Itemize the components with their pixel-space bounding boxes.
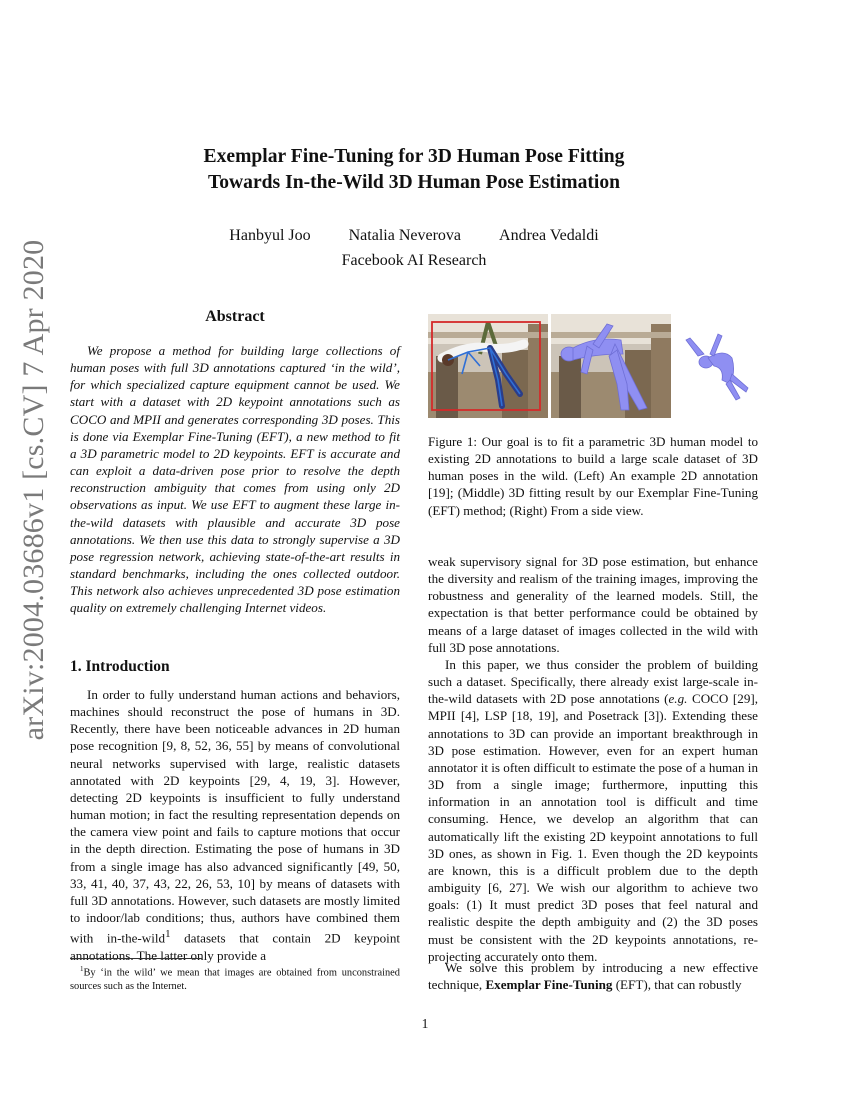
title-line-1: Exemplar Fine-Tuning for 3D Human Pose Fitting — [203, 146, 625, 167]
affiliation: Facebook AI Research — [341, 252, 487, 269]
annotation-image — [428, 314, 548, 418]
right-text-italic: e.g. — [668, 691, 688, 707]
abstract-heading: Abstract — [205, 308, 265, 325]
right-text-cont: (EFT), that can robustly — [612, 977, 742, 993]
figure-panel-side-view — [678, 314, 758, 418]
right-text-bold: Exemplar Fine-Tuning — [485, 977, 613, 993]
fitting-image — [551, 314, 671, 418]
right-text-cont: COCO [29], MPII [4], LSP [18, 19], and Posetrack [3]). Extending these annotations to 3D can provide an important breakthrough in 3D pose estimation. However, even for an expert human annotator it is often difficult to estimate the pose of a human in 3D from a single image; furthermore, inputting this information in an annotation tool is difficult and time consuming. Hence, we develop an algorithm that can automatically lift the existing 2D keypoint annotations to full 3D ones, as shown in Fig. 1. Even though the 2D keypoints are known, this is a difficult problem due to the depth ambiguity [6, 27]. We wish our algorithm to achieve two goals: (1) It must predict 3D poses that feel natural and realistic despite the depth ambiguity and (2) the 3D poses must be consistent with the 2D keypoints annotations, re-projecting accurately onto them. — [428, 691, 759, 964]
intro-text-cont: datasets that contain 2D keypoint annotations. The latter only provide a — [70, 930, 400, 963]
footnote — [70, 963, 400, 993]
intro-paragraph — [70, 686, 400, 964]
intro-text: In order to fully understand human actions and behaviors, machines should reconstruct the pose of humans in 3D. Recently, there have been noticeable advances in 2D human pose recognition [9, 8, 52, 36, 55] by means of convolutional neural networks supervised with large, realistic datasets annotated with 2D keypoints [29, 4, 19, 3]. However, detecting 2D keypoints is insufficient to fully understand human motion; in fact the resulting representation depends on the camera view point and fails to capture motions that occur in the depth direction. Estimating the pose of humans in 3D from a single image has also advanced significantly [49, 50, 33, 41, 40, 37, 43, 22, 26, 53, 10] by means of datasets with full 3D annotations. However, such datasets are mostly limited to indoor/lab conditions; thus, authors have combined them with in-the-wild — [70, 687, 400, 946]
paper-title — [150, 144, 678, 196]
author-list — [150, 225, 678, 247]
right-paragraph — [428, 959, 758, 993]
footnote-text: By ‘in the wild’ we mean that images are obtained from unconstrained sources such as the Internet. — [70, 967, 400, 992]
author-name: Hanbyul Joo — [229, 227, 311, 244]
page-number: 1 — [421, 1016, 429, 1031]
right-text: We solve this problem by introducing a new effective technique, — [428, 960, 758, 993]
author-name: Andrea Vedaldi — [499, 227, 599, 244]
abstract-text: We propose a method for building large collections of human poses with full 3D annotations captured ‘in the wild’, for which specialized capture equipment cannot be used. We start with a dataset with 2D keypoint annotations such as COCO and MPII and generates corresponding 3D poses. This is done via Exemplar Fine-Tuning (EFT), a new method to fit a 3D parametric model to 2D keypoints. EFT is accurate and can exploit a data-driven pose prior to resolve the depth reconstruction ambiguity that comes from using only 2D observations as input. We use EFT to augment these large in-the-wild datasets with plausible and accurate 3D pose annotations. We then use this data to strongly supervise a 3D pose regression network, achieving state-of-the-art results in standard benchmarks, including the ones collected outdoor. This network also achieves unprecedented 3D pose estimation quality on extremely challenging Internet videos. — [70, 343, 400, 616]
footnote-mark: 1 — [80, 965, 84, 973]
side-view-image — [678, 314, 758, 418]
right-paragraph: weak supervisory signal for 3D pose estimation, but enhance the diversity and realism of the training images, improving the robustness and generality of the learned models. Still, the expectation is that better performance could be obtained by means of a large dataset of images collected in the wild with full 3D pose annotations. — [428, 554, 758, 655]
figure-panel-fitting — [551, 314, 671, 418]
footnote-rule — [70, 958, 202, 959]
figure-1 — [428, 314, 758, 418]
right-text: In this paper, we thus consider the problem of building such a dataset. Specifically, there already exist large-scale in-the-wild datasets with 2D pose annotations ( — [428, 657, 758, 707]
title-line-2: Towards In-the-Wild 3D Human Pose Estimation — [207, 172, 621, 193]
right-paragraph — [428, 656, 758, 965]
figure-panel-annotation — [428, 314, 548, 418]
section-heading: 1. Introduction — [70, 658, 170, 675]
figure-caption: Figure 1: Our goal is to fit a parametric 3D human model to existing 2D annotations to build a large scale dataset of 3D human poses in the wild. (Left) An example 2D annotation [19]; (Middle) 3D fitting result by our Exemplar Fine-Tuning (EFT) method; (Right) From a side view. — [428, 434, 758, 518]
footnote-ref: 1 — [165, 928, 171, 941]
author-name: Natalia Neverova — [348, 227, 462, 244]
arxiv-id: arXiv:2004.03686v1 [cs.CV] 7 Apr 2020 — [17, 239, 50, 741]
arxiv-watermark — [4, 239, 64, 741]
